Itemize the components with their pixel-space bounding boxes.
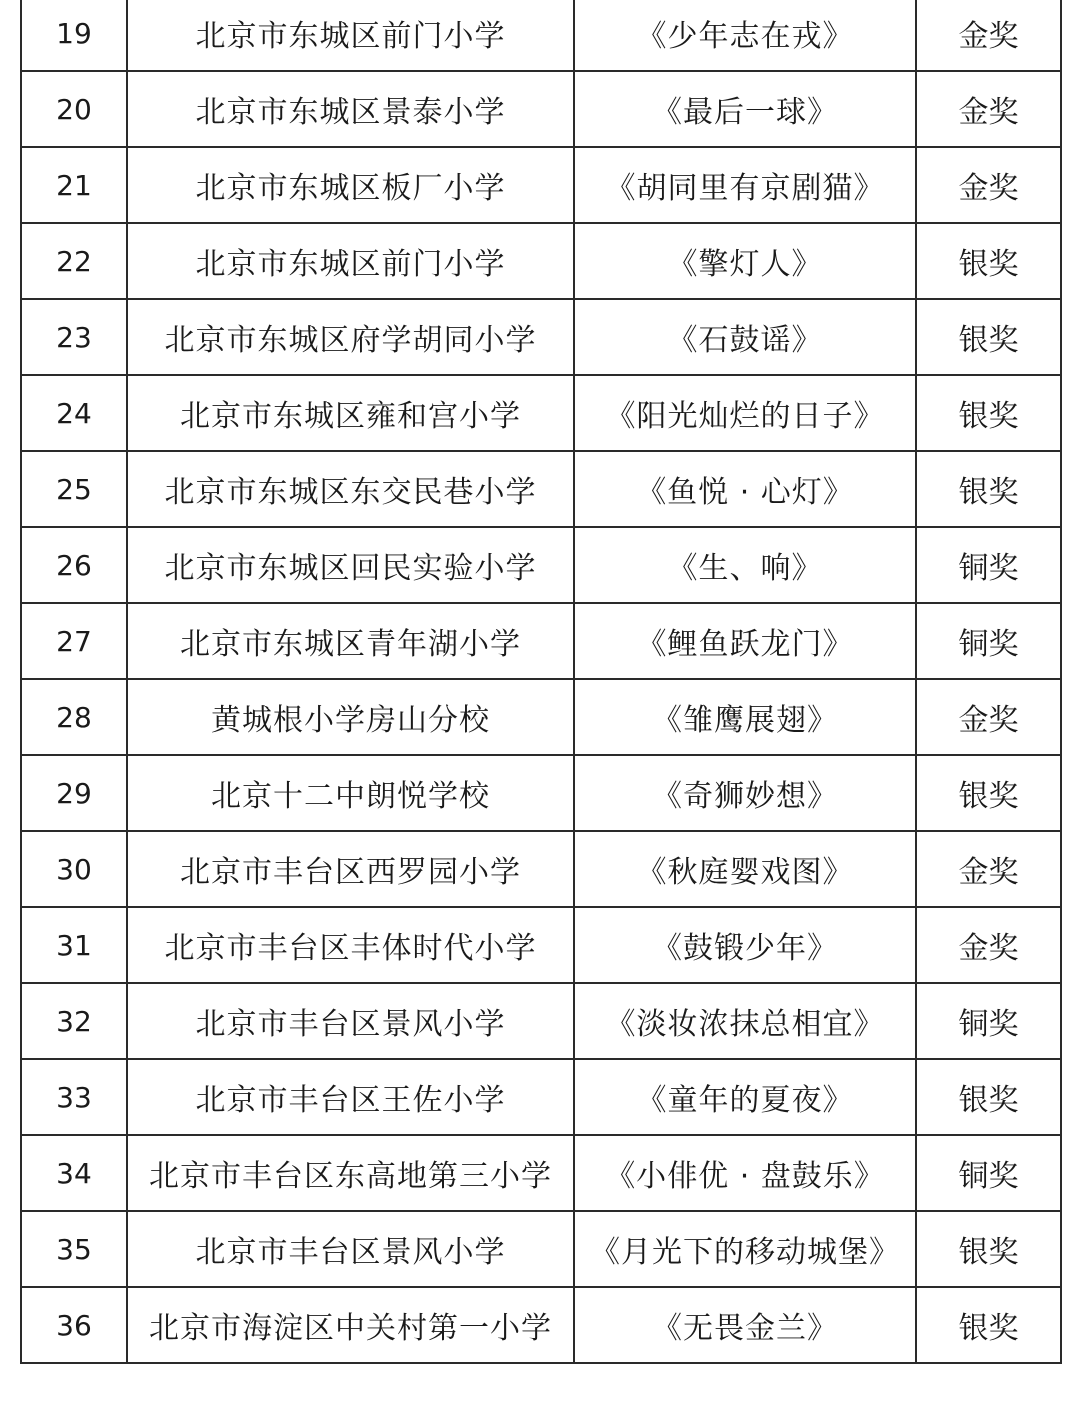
work-title-cell: 《最后一球》 — [574, 71, 916, 147]
school-cell: 北京市丰台区西罗园小学 — [127, 831, 574, 907]
row-number-cell: 20 — [21, 71, 127, 147]
work-title-cell: 《月光下的移动城堡》 — [574, 1211, 916, 1287]
work-title-cell: 《胡同里有京剧猫》 — [574, 147, 916, 223]
row-number-cell: 32 — [21, 983, 127, 1059]
award-cell: 银奖 — [916, 299, 1061, 375]
row-number-cell: 23 — [21, 299, 127, 375]
table-row — [21, 0, 1061, 71]
row-number-cell: 19 — [21, 0, 127, 71]
award-cell: 银奖 — [916, 1211, 1061, 1287]
table-row — [21, 1135, 1061, 1211]
work-title-cell: 《鲤鱼跃龙门》 — [574, 603, 916, 679]
table-row — [21, 831, 1061, 907]
work-title-cell: 《童年的夏夜》 — [574, 1059, 916, 1135]
row-number-cell: 26 — [21, 527, 127, 603]
award-cell: 金奖 — [916, 907, 1061, 983]
school-cell: 北京市东城区府学胡同小学 — [127, 299, 574, 375]
row-number-cell: 21 — [21, 147, 127, 223]
award-cell: 金奖 — [916, 71, 1061, 147]
award-table — [20, 0, 1062, 1364]
award-cell: 银奖 — [916, 1059, 1061, 1135]
work-title-cell: 《阳光灿烂的日子》 — [574, 375, 916, 451]
award-cell: 银奖 — [916, 451, 1061, 527]
table-row — [21, 983, 1061, 1059]
award-cell: 铜奖 — [916, 603, 1061, 679]
work-title-cell: 《奇狮妙想》 — [574, 755, 916, 831]
school-cell: 北京十二中朗悦学校 — [127, 755, 574, 831]
row-number-cell: 33 — [21, 1059, 127, 1135]
school-cell: 北京市丰台区东高地第三小学 — [127, 1135, 574, 1211]
row-number-cell: 34 — [21, 1135, 127, 1211]
award-cell: 金奖 — [916, 679, 1061, 755]
award-cell: 铜奖 — [916, 527, 1061, 603]
row-number-cell: 24 — [21, 375, 127, 451]
table-row — [21, 375, 1061, 451]
work-title-cell: 《擎灯人》 — [574, 223, 916, 299]
award-cell: 银奖 — [916, 755, 1061, 831]
school-cell: 北京市东城区景泰小学 — [127, 71, 574, 147]
table-row — [21, 679, 1061, 755]
school-cell: 北京市丰台区景风小学 — [127, 1211, 574, 1287]
school-cell: 黄城根小学房山分校 — [127, 679, 574, 755]
table-row — [21, 755, 1061, 831]
table-row — [21, 603, 1061, 679]
table-row — [21, 299, 1061, 375]
row-number-cell: 27 — [21, 603, 127, 679]
school-cell: 北京市东城区青年湖小学 — [127, 603, 574, 679]
work-title-cell: 《少年志在戎》 — [574, 0, 916, 71]
table-row — [21, 451, 1061, 527]
table-row — [21, 147, 1061, 223]
work-title-cell: 《石鼓谣》 — [574, 299, 916, 375]
table-row — [21, 907, 1061, 983]
school-cell: 北京市丰台区景风小学 — [127, 983, 574, 1059]
work-title-cell: 《鼓锻少年》 — [574, 907, 916, 983]
table-row — [21, 71, 1061, 147]
row-number-cell: 22 — [21, 223, 127, 299]
school-cell: 北京市海淀区中关村第一小学 — [127, 1287, 574, 1363]
row-number-cell: 31 — [21, 907, 127, 983]
school-cell: 北京市东城区前门小学 — [127, 0, 574, 71]
table-row — [21, 223, 1061, 299]
table-row — [21, 1059, 1061, 1135]
work-title-cell: 《秋庭婴戏图》 — [574, 831, 916, 907]
table-row — [21, 527, 1061, 603]
award-cell: 铜奖 — [916, 1135, 1061, 1211]
row-number-cell: 25 — [21, 451, 127, 527]
school-cell: 北京市丰台区王佐小学 — [127, 1059, 574, 1135]
award-cell: 金奖 — [916, 831, 1061, 907]
school-cell: 北京市东城区东交民巷小学 — [127, 451, 574, 527]
work-title-cell: 《淡妆浓抹总相宜》 — [574, 983, 916, 1059]
school-cell: 北京市东城区雍和宫小学 — [127, 375, 574, 451]
award-cell: 银奖 — [916, 375, 1061, 451]
school-cell: 北京市东城区前门小学 — [127, 223, 574, 299]
table-row — [21, 1211, 1061, 1287]
row-number-cell: 29 — [21, 755, 127, 831]
work-title-cell: 《小俳优 · 盘鼓乐》 — [574, 1135, 916, 1211]
award-cell: 金奖 — [916, 147, 1061, 223]
school-cell: 北京市东城区板厂小学 — [127, 147, 574, 223]
work-title-cell: 《生、响》 — [574, 527, 916, 603]
award-cell: 银奖 — [916, 1287, 1061, 1363]
table-row — [21, 1287, 1061, 1363]
school-cell: 北京市东城区回民实验小学 — [127, 527, 574, 603]
row-number-cell: 36 — [21, 1287, 127, 1363]
award-cell: 金奖 — [916, 0, 1061, 71]
award-cell: 铜奖 — [916, 983, 1061, 1059]
row-number-cell: 30 — [21, 831, 127, 907]
row-number-cell: 35 — [21, 1211, 127, 1287]
award-cell: 银奖 — [916, 223, 1061, 299]
work-title-cell: 《无畏金兰》 — [574, 1287, 916, 1363]
work-title-cell: 《雏鹰展翅》 — [574, 679, 916, 755]
work-title-cell: 《鱼悦 · 心灯》 — [574, 451, 916, 527]
row-number-cell: 28 — [21, 679, 127, 755]
school-cell: 北京市丰台区丰体时代小学 — [127, 907, 574, 983]
